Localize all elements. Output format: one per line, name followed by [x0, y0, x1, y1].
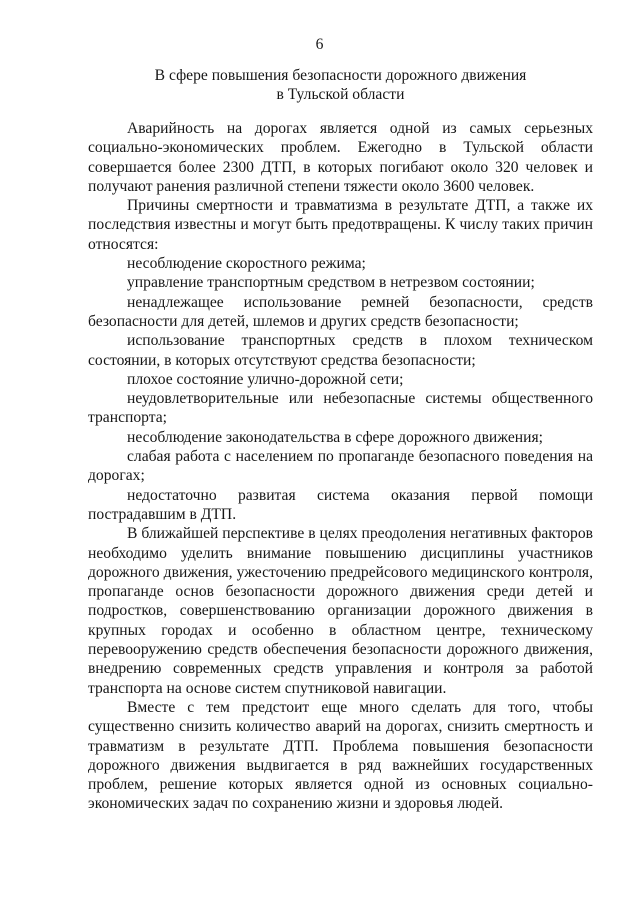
cause-item-legislation: несоблюдение законодательства в сфере дорожного движения;: [127, 428, 543, 446]
section-title-line-2: в Тульской области: [276, 86, 405, 103]
cause-item-vehicle-condition: использование транспортных средств в плохом техническом состоянии, в которых отсутствуют средства безопасности;: [88, 332, 593, 369]
cause-item-road-network: плохое состояние улично-дорожной сети;: [127, 370, 404, 388]
paragraph-causes-intro: Причины смертности и травматизма в результате ДТП, а также их последствия известны и могут быть предотвращены. К числу таких причин относятся:: [88, 197, 593, 253]
cause-item-safety-belts: ненадлежащее использование ремней безопасности, средств безопасности для детей, шлемов и других средств безопасности;: [88, 293, 593, 330]
cause-item-speeding: несоблюдение скоростного режима;: [127, 255, 366, 273]
document-body: [88, 119, 593, 814]
section-title-line-1: В сфере повышения безопасности дорожного движения: [154, 67, 527, 84]
cause-item-propaganda: слабая работа с населением по пропаганде безопасного поведения на дорогах;: [88, 448, 593, 485]
cause-item-first-aid: недостаточно развитая система оказания первой помощи пострадавшим в ДТП.: [88, 486, 593, 523]
paragraph-conclusion: Вместе с тем предстоит еще много сделать для того, чтобы существенно снизить количество аварий на дорогах, снизить смертность и травматизм в результате ДТП. Проблема повышения безопасности дорожного движения выдвигается в ряд важнейших государственных проблем, решение которых является одной из основных социально-экономических задач по сохранению жизни и здоровья людей.: [88, 698, 593, 813]
paragraph-near-term-measures: В ближайшей перспективе в целях преодоления негативных факторов необходимо уделить внимание повышению дисциплины участников дорожного движения, ужесточению предрейсового медицинского контроля, пропаганде основ безопасности дорожного движения среди детей и подростков, совершенствованию организации дорожного движения в крупных городах и особенно в областном центре, техническому перевооружению средств обеспечения безопасности дорожного движения, внедрению современных средств управления и контроля за работой транспорта на основе систем спутниковой навигации.: [88, 525, 593, 697]
page-number: 6: [315, 36, 324, 53]
paragraph-accident-rate: Аварийность на дорогах является одной из самых серьезных социально-экономических проблем. Ежегодно в Тульской области совершается более 2300 ДТП, в которых погибают около 320 человек и получают ранения различной степени тяжести около 3600 человек.: [88, 120, 593, 195]
section-title: [88, 66, 593, 104]
cause-item-public-transport: неудовлетворительные или небезопасные системы общественного транспорта;: [88, 390, 593, 427]
cause-item-drunk-driving: управление транспортным средством в нетрезвом состоянии;: [127, 274, 535, 292]
